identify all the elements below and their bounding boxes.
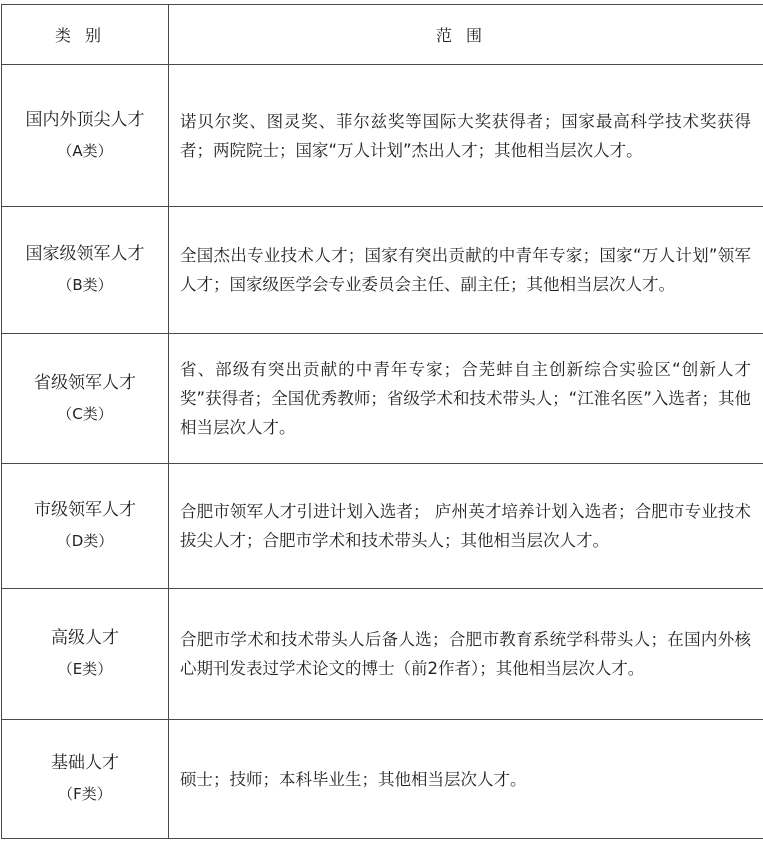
category-cell xyxy=(2,464,169,589)
scope-cell: 硕士；技师；本科毕业生；其他相当层次人才。 xyxy=(169,720,763,839)
category-code: （C类） xyxy=(2,399,168,430)
table-row xyxy=(2,65,763,207)
header-scope: 范围 xyxy=(169,5,763,65)
table-row xyxy=(2,720,763,839)
category-code: （B类） xyxy=(2,270,168,301)
category-cell xyxy=(2,720,169,839)
scope-cell: 合肥市学术和技术带头人后备人选；合肥市教育系统学科带头人；在国内外核心期刊发表过学术论文的博士（前2作者）；其他相当层次人才。 xyxy=(169,589,763,720)
category-code: （A类） xyxy=(2,136,168,167)
table-row xyxy=(2,464,763,589)
scope-cell: 合肥市领军人才引进计划入选者； 庐州英才培养计划入选者；合肥市专业技术拔尖人才；合肥市学术和技术带头人；其他相当层次人才。 xyxy=(169,464,763,589)
category-code: （F类） xyxy=(2,779,168,810)
category-cell xyxy=(2,65,169,207)
scope-cell: 全国杰出专业技术人才；国家有突出贡献的中青年专家；国家“万人计划”领军人才；国家级医学会专业委员会主任、副主任；其他相当层次人才。 xyxy=(169,207,763,334)
category-name: 基础人才 xyxy=(51,753,119,773)
category-name: 高级人才 xyxy=(51,628,119,648)
scope-cell: 诺贝尔奖、图灵奖、菲尔兹奖等国际大奖获得者；国家最高科学技术奖获得者；两院院士；国家“万人计划”杰出人才；其他相当层次人才。 xyxy=(169,65,763,207)
category-name: 市级领军人才 xyxy=(34,500,136,520)
header-category: 类别 xyxy=(2,5,169,65)
category-code: （D类） xyxy=(2,526,168,557)
table-row xyxy=(2,207,763,334)
scope-cell: 省、部级有突出贡献的中青年专家；合芜蚌自主创新综合实验区“创新人才奖”获得者；全国优秀教师；省级学术和技术带头人；“江淮名医”入选者；其他相当层次人才。 xyxy=(169,334,763,464)
table-row xyxy=(2,589,763,720)
category-cell xyxy=(2,207,169,334)
category-name: 国内外顶尖人才 xyxy=(26,110,145,130)
category-name: 国家级领军人才 xyxy=(26,244,145,264)
table-header-row xyxy=(2,5,763,65)
category-cell xyxy=(2,589,169,720)
table-row xyxy=(2,334,763,464)
category-code: （E类） xyxy=(2,654,168,685)
category-name: 省级领军人才 xyxy=(34,373,136,393)
talent-category-table xyxy=(1,4,763,839)
category-cell xyxy=(2,334,169,464)
